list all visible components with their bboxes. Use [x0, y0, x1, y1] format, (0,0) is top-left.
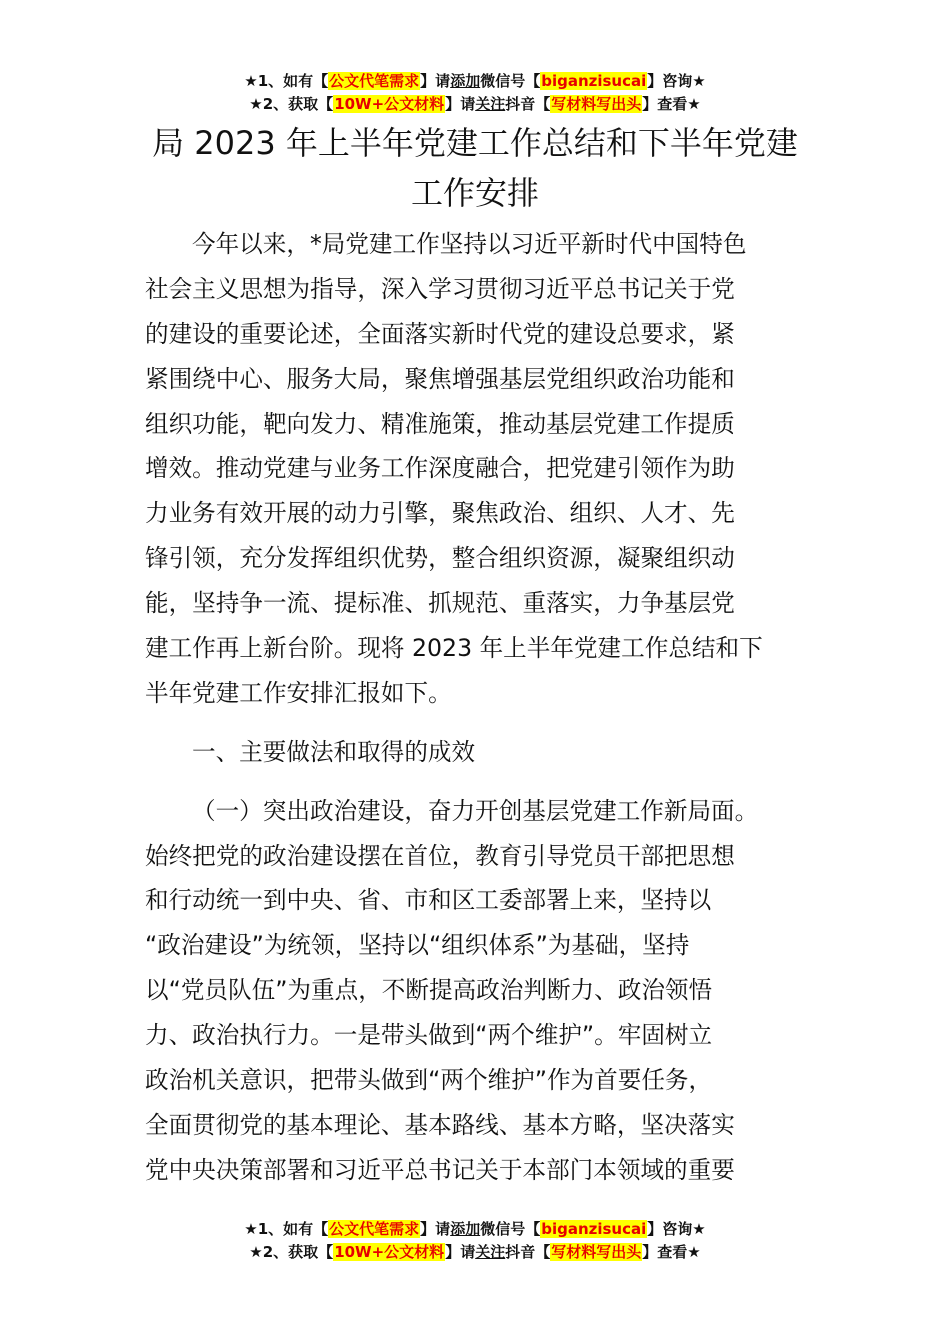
- text-line: 政治机关意识，把带头做到“两个维护”作为首要任务，: [145, 1066, 713, 1095]
- paragraph-political-construction: [145, 789, 815, 1193]
- banner-douyin-account: 写材料写出头: [551, 95, 642, 113]
- text-line: 建工作再上新台阶。现将 2023 年上半年党建工作总结和下: [145, 634, 763, 663]
- text-line: 力业务有效开展的动力引擎，聚焦政治、组织、人才、先: [145, 499, 735, 528]
- banner-highlight: 公文代笔需求: [329, 72, 420, 90]
- paragraph-intro: [145, 222, 815, 716]
- text-line: 紧围绕中心、服务大局，聚焦增强基层党组织政治功能和: [145, 364, 735, 393]
- banner-text: 】咨询★: [647, 1220, 706, 1238]
- banner-text: 】查看★: [642, 95, 701, 113]
- title-line: 局 2023 年上半年党建工作总结和下半年党建: [152, 124, 798, 162]
- banner-highlight: 公文代笔需求: [329, 1220, 420, 1238]
- banner-text: 】请: [445, 95, 476, 113]
- banner-text: ★1、如有【: [244, 72, 329, 90]
- text-line: 今年以来，*局党建工作坚持以习近平新时代中国特色: [192, 230, 747, 258]
- text-line: 组织功能，靶向发力、精准施策，推动基层党建工作提质: [145, 409, 735, 438]
- banner-text: 】请: [420, 1220, 451, 1238]
- text-line: 的建设的重要论述，全面落实新时代党的建设总要求，紧: [145, 319, 735, 348]
- banner-text: ★2、获取【: [249, 95, 334, 113]
- banner-text: 微信号【: [480, 1220, 541, 1238]
- bottom-banner: [0, 1218, 950, 1264]
- text-line: 以“党员队伍”为重点，不断提高政治判断力、政治领悟: [145, 976, 713, 1005]
- banner-text: 抖音【: [505, 1243, 551, 1261]
- banner-wechat-id: biganzisucai: [541, 72, 647, 90]
- banner-underlined-text: 关注: [475, 95, 506, 113]
- text-line: 和行动统一到中央、省、市和区工委部署上来，坚持以: [145, 886, 712, 915]
- banner-underlined-text: 添加: [450, 1220, 481, 1238]
- banner-line-1: [0, 1218, 950, 1241]
- banner-text: ★2、获取【: [249, 1243, 334, 1261]
- banner-line-2: [0, 1241, 950, 1264]
- banner-text: 】查看★: [642, 1243, 701, 1261]
- banner-wechat-id: biganzisucai: [541, 1220, 647, 1238]
- text-line: 党中央决策部署和习近平总书记关于本部门本领域的重要: [145, 1155, 735, 1184]
- banner-text: ★1、如有【: [244, 1220, 329, 1238]
- banner-highlight: 10W+公文材料: [334, 95, 445, 113]
- text-line: （一）突出政治建设，奋力开创基层党建工作新局面。: [192, 796, 759, 825]
- text-line: 始终把党的政治建设摆在首位，教育引导党员干部把思想: [145, 841, 735, 870]
- banner-text: 微信号【: [480, 72, 541, 90]
- banner-text: 】咨询★: [647, 72, 706, 90]
- banner-line-2: [0, 93, 950, 116]
- document-title: [140, 118, 810, 218]
- document-body: [145, 222, 815, 1193]
- text-line: 能，坚持争一流、提标准、抓规范、重落实，力争基层党: [145, 589, 735, 618]
- text-line: 全面贯彻党的基本理论、基本路线、基本方略，坚决落实: [145, 1110, 735, 1139]
- text-line: 社会主义思想为指导，深入学习贯彻习近平总书记关于党: [145, 274, 735, 303]
- text-line: 力、政治执行力。一是带头做到“两个维护”。牢固树立: [145, 1021, 713, 1050]
- text-line: 增效。推动党建与业务工作深度融合，把党建引领作为助: [145, 454, 735, 483]
- section-heading: 一、主要做法和取得的成效: [192, 737, 476, 766]
- banner-text: 抖音【: [505, 95, 551, 113]
- top-banner: [0, 70, 950, 116]
- banner-underlined-text: 添加: [450, 72, 481, 90]
- banner-underlined-text: 关注: [475, 1243, 506, 1261]
- text-line: “政治建设”为统领，坚持以“组织体系”为基础，坚持: [145, 931, 690, 960]
- banner-line-1: [0, 70, 950, 93]
- banner-highlight: 10W+公文材料: [334, 1243, 445, 1261]
- banner-douyin-account: 写材料写出头: [551, 1243, 642, 1261]
- text-line: 锋引领，充分发挥组织优势，整合组织资源，凝聚组织动: [145, 544, 735, 573]
- text-line: 半年党建工作安排汇报如下。: [145, 678, 452, 707]
- title-line: 工作安排: [410, 174, 539, 212]
- banner-text: 】请: [445, 1243, 476, 1261]
- banner-text: 】请: [420, 72, 451, 90]
